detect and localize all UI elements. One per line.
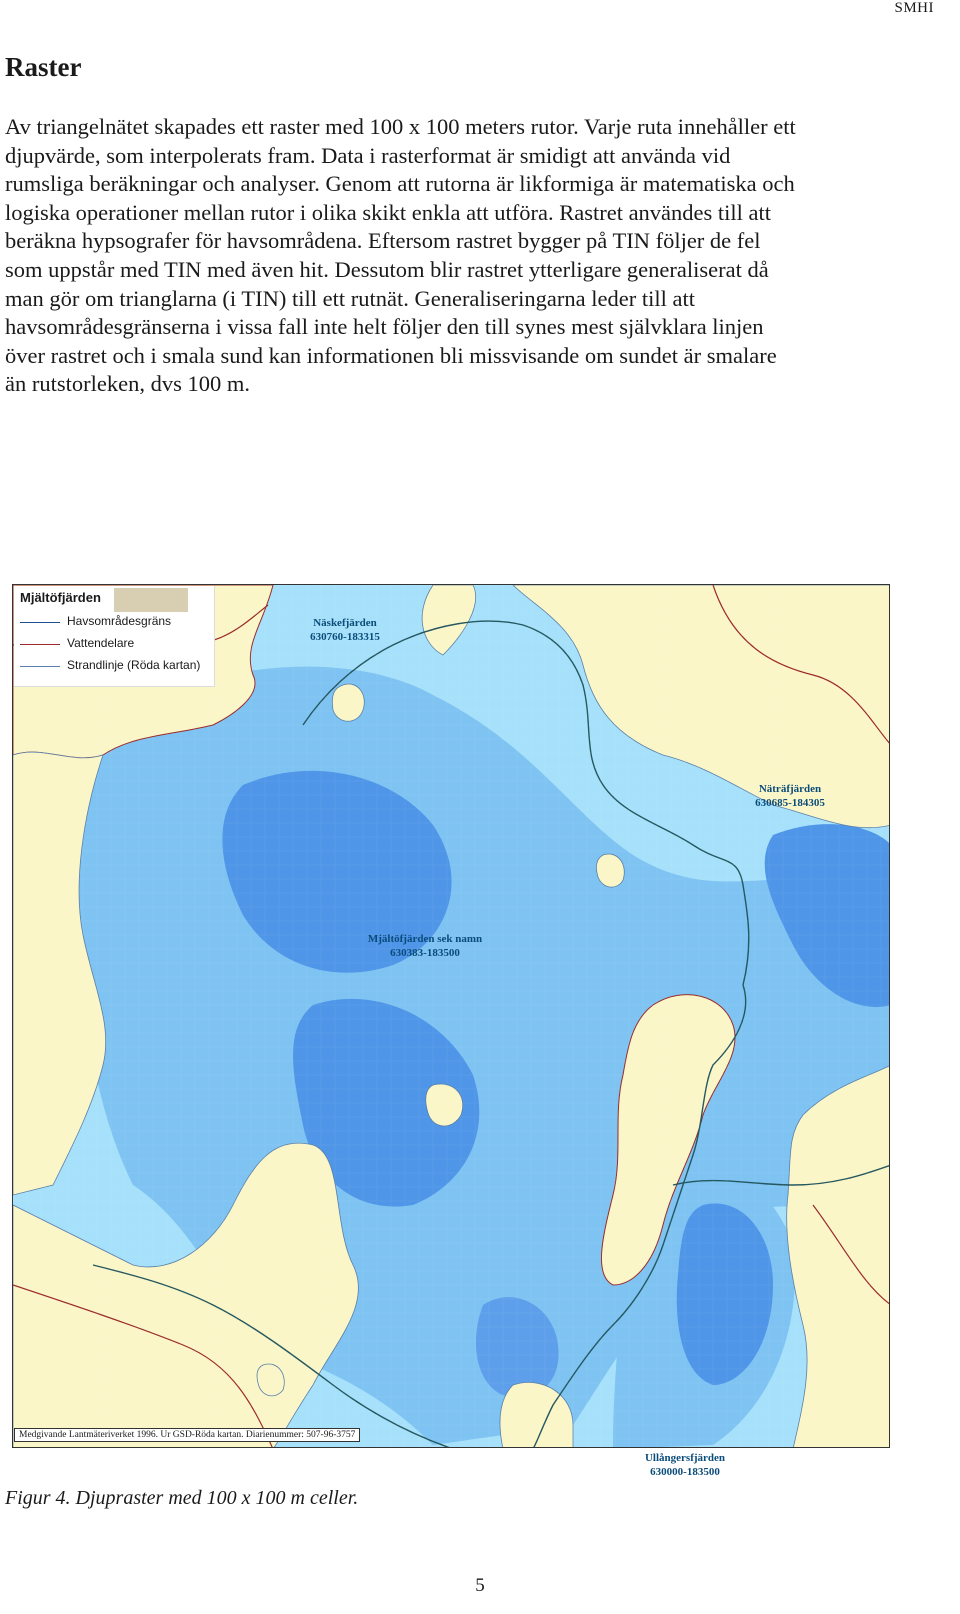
body-line: än rutstorleken, dvs 100 m. (5, 371, 250, 397)
shoreline-line-icon (20, 666, 60, 667)
map-credit: Medgivande Lantmäteriverket 1996. Ur GSD-Röda kartan. Diarienummer: 507-96-3757 (14, 1428, 360, 1442)
watershed-line-icon (20, 644, 60, 645)
area-code: 630383-183500 (390, 947, 460, 959)
body-line: över rastret och i smala sund kan informationen bli missvisande om sundet är smalare (5, 342, 777, 368)
area-name: Mjältöfjärden sek namn (367, 933, 483, 945)
legend-item (20, 614, 210, 632)
header-org: SMHI (894, 0, 934, 16)
body-line: man gör om trianglarna (i TIN) till ett rutnät. Generaliseringarna leder till att (5, 285, 695, 311)
body-line: rumsliga beräkningar och analyser. Genom att rutorna är likformiga är matematiska och (5, 171, 795, 197)
figure-caption: Figur 4. Djupraster med 100 x 100 m celler. (5, 1487, 359, 1509)
sea-boundary-line-icon (20, 622, 60, 623)
body-line: djupvärde, som interpolerats fram. Data i rasterformat är smidigt att använda vid (5, 142, 731, 168)
legend-item (20, 636, 210, 654)
area-name: Näträfjärden (758, 783, 822, 795)
body-line: Av triangelnätet skapades ett raster med 100 x 100 meters rutor. Varje ruta innehåller ett (5, 114, 796, 139)
depth-raster-map (12, 584, 890, 1448)
area-code: 630685-184305 (755, 797, 825, 809)
area-code: 630760-183315 (310, 631, 380, 643)
area-name: Näskefjärden (313, 617, 377, 629)
legend-item (20, 658, 210, 676)
map-label-ullangersfjarden (610, 1451, 760, 1479)
map-canvas (13, 585, 890, 1448)
body-line: logiska operationer mellan rutor i olika skikt enkla att utföra. Rastret användes till att (5, 199, 772, 225)
map-label-natrafjarden (730, 782, 850, 810)
legend-item-label: Vattendelare (67, 636, 135, 650)
body-paragraph (5, 113, 955, 399)
map-legend (14, 586, 215, 687)
area-code: 630000-183500 (650, 1466, 720, 1478)
page-number: 5 (475, 1575, 485, 1596)
legend-title: Mjältöfjärden (20, 590, 101, 605)
body-line: havsområdesgränserna i vissa fall inte helt följer den till synes mest självklara linjen (5, 314, 764, 340)
map-label-mjaltofjarden (340, 932, 510, 960)
legend-land-swatch (114, 588, 188, 612)
area-name: Ullångersfjärden (644, 1452, 726, 1464)
legend-item-label: Havsområdesgräns (67, 614, 172, 628)
map-label-naskefjarden (280, 616, 410, 644)
body-line: beräkna hypsografer för havsområdena. Eftersom rastret bygger på TIN följer de fel (5, 228, 761, 254)
section-title: Raster (5, 52, 82, 82)
legend-item-label: Strandlinje (Röda kartan) (67, 658, 201, 672)
body-line: som uppstår med TIN med även hit. Dessutom blir rastret ytterligare generaliserat då (5, 256, 769, 282)
